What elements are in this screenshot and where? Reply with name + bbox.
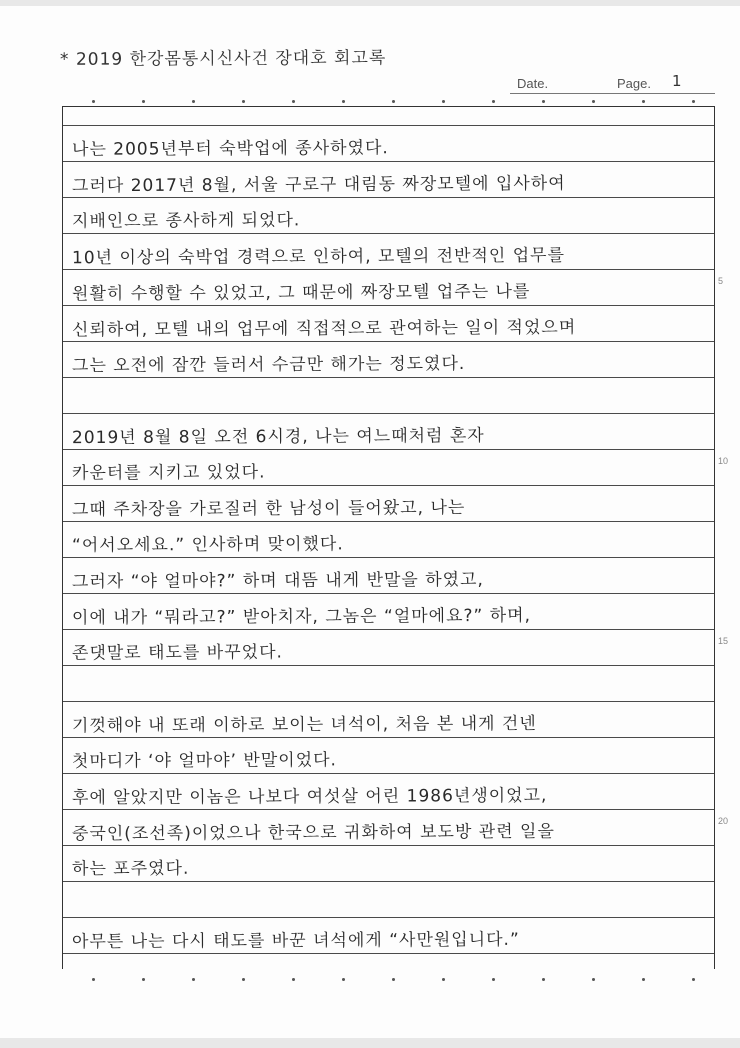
text-line: 지배인으로 종사하게 되었다. bbox=[71, 210, 301, 232]
dot-marker bbox=[242, 978, 245, 981]
ruled-line bbox=[63, 773, 714, 774]
text-line: 기껏해야 내 또래 이하로 보이는 녀석이, 처음 본 내게 건넨 bbox=[71, 713, 537, 737]
text-line: 아무튼 나는 다시 태도를 바꾼 녀석에게 “사만원입니다.” bbox=[71, 929, 520, 953]
dot-marker bbox=[442, 978, 445, 981]
ruled-line bbox=[63, 737, 714, 738]
dot-marker bbox=[192, 978, 195, 981]
text-line: 하는 포주였다. bbox=[71, 858, 190, 880]
bottom-dot-row bbox=[72, 978, 712, 982]
ruled-line bbox=[63, 557, 714, 558]
text-line: “어서오세요.” 인사하며 맞이했다. bbox=[71, 534, 344, 556]
date-label: Date. bbox=[517, 76, 549, 91]
dot-marker bbox=[292, 978, 295, 981]
dot-marker bbox=[142, 100, 145, 103]
ruled-line bbox=[63, 629, 714, 630]
ruled-line bbox=[63, 233, 714, 234]
ruled-line bbox=[63, 485, 714, 486]
ruled-line bbox=[63, 341, 714, 342]
ruled-line bbox=[63, 701, 714, 702]
ruled-line bbox=[63, 665, 714, 666]
dot-marker bbox=[492, 100, 495, 103]
bottom-edge bbox=[0, 1038, 740, 1048]
dot-marker bbox=[442, 100, 445, 103]
text-line: 2019년 8월 8일 오전 6시경, 나는 여느때처럼 혼자 bbox=[71, 425, 485, 449]
text-line: 중국인(조선족)이었으나 한국으로 귀화하여 보도방 관련 일을 bbox=[71, 821, 555, 845]
dot-marker bbox=[242, 100, 245, 103]
page-label: Page. bbox=[617, 76, 651, 91]
text-line: 신뢰하여, 모텔 내의 업무에 직접적으로 관여하는 일이 적었으며 bbox=[71, 317, 577, 341]
text-line: 10년 이상의 숙박업 경력으로 인하여, 모텔의 전반적인 업무를 bbox=[71, 245, 566, 269]
text-line: 이에 내가 “뭐라고?” 받아치자, 그놈은 “얼마에요?” 하며, bbox=[71, 605, 532, 629]
text-line: 그러다 2017년 8월, 서울 구로구 대림동 짜장모텔에 입사하여 bbox=[71, 173, 566, 197]
dot-marker bbox=[592, 100, 595, 103]
ruled-line bbox=[63, 917, 714, 918]
dot-marker bbox=[692, 100, 695, 103]
ruled-line bbox=[63, 161, 714, 162]
ruled-line bbox=[63, 881, 714, 882]
dot-marker bbox=[142, 978, 145, 981]
ruled-line bbox=[63, 521, 714, 522]
dot-marker bbox=[92, 978, 95, 981]
ruled-line bbox=[63, 953, 714, 954]
dot-marker bbox=[342, 100, 345, 103]
ruled-line bbox=[63, 125, 714, 126]
dot-marker bbox=[392, 978, 395, 981]
ruled-line bbox=[63, 377, 714, 378]
text-line: 원활히 수행할 수 있었고, 그 때문에 짜장모텔 업주는 나를 bbox=[71, 281, 531, 305]
dot-marker bbox=[292, 100, 295, 103]
ruled-line bbox=[63, 269, 714, 270]
text-line: 그때 주차장을 가로질러 한 남성이 들어왔고, 나는 bbox=[71, 497, 466, 521]
dot-marker bbox=[542, 100, 545, 103]
ruled-line bbox=[63, 305, 714, 306]
text-line: 카운터를 지키고 있었다. bbox=[71, 462, 266, 484]
text-line: 첫마디가 ‘야 얼마야’ 반말이었다. bbox=[71, 750, 337, 772]
top-edge bbox=[0, 0, 740, 6]
ruled-line bbox=[63, 413, 714, 414]
dot-marker bbox=[492, 978, 495, 981]
dot-marker bbox=[692, 978, 695, 981]
dot-marker bbox=[342, 978, 345, 981]
dot-marker bbox=[642, 978, 645, 981]
dot-marker bbox=[192, 100, 195, 103]
memoir-title: * 2019 한강몸통시신사건 장대호 회고록 bbox=[59, 48, 387, 70]
dot-marker bbox=[92, 100, 95, 103]
dot-marker bbox=[592, 978, 595, 981]
text-line: 그러자 “야 얼마야?” 하며 대뜸 내게 반말을 하였고, bbox=[71, 569, 484, 593]
ruled-line bbox=[63, 449, 714, 450]
header-underline bbox=[510, 93, 715, 94]
line-number-20: 20 bbox=[718, 816, 729, 826]
dot-marker bbox=[542, 978, 545, 981]
line-number-10: 10 bbox=[718, 456, 729, 466]
ruled-line bbox=[63, 593, 714, 594]
text-line: 그는 오전에 잠깐 들러서 수금만 해가는 정도였다. bbox=[71, 353, 466, 377]
line-number-5: 5 bbox=[718, 276, 724, 286]
dot-marker bbox=[642, 100, 645, 103]
top-dot-row bbox=[72, 100, 712, 104]
line-number-15: 15 bbox=[718, 636, 729, 646]
dot-marker bbox=[392, 100, 395, 103]
ruled-line bbox=[63, 845, 714, 846]
ruled-line bbox=[63, 197, 714, 198]
text-line: 존댓말로 태도를 바꾸었다. bbox=[71, 642, 283, 664]
page-number: 1 bbox=[671, 71, 683, 91]
text-line: 후에 알았지만 이놈은 나보다 여섯살 어린 1986년생이었고, bbox=[71, 785, 548, 809]
text-line: 나는 2005년부터 숙박업에 종사하였다. bbox=[71, 138, 389, 160]
ruled-line bbox=[63, 809, 714, 810]
